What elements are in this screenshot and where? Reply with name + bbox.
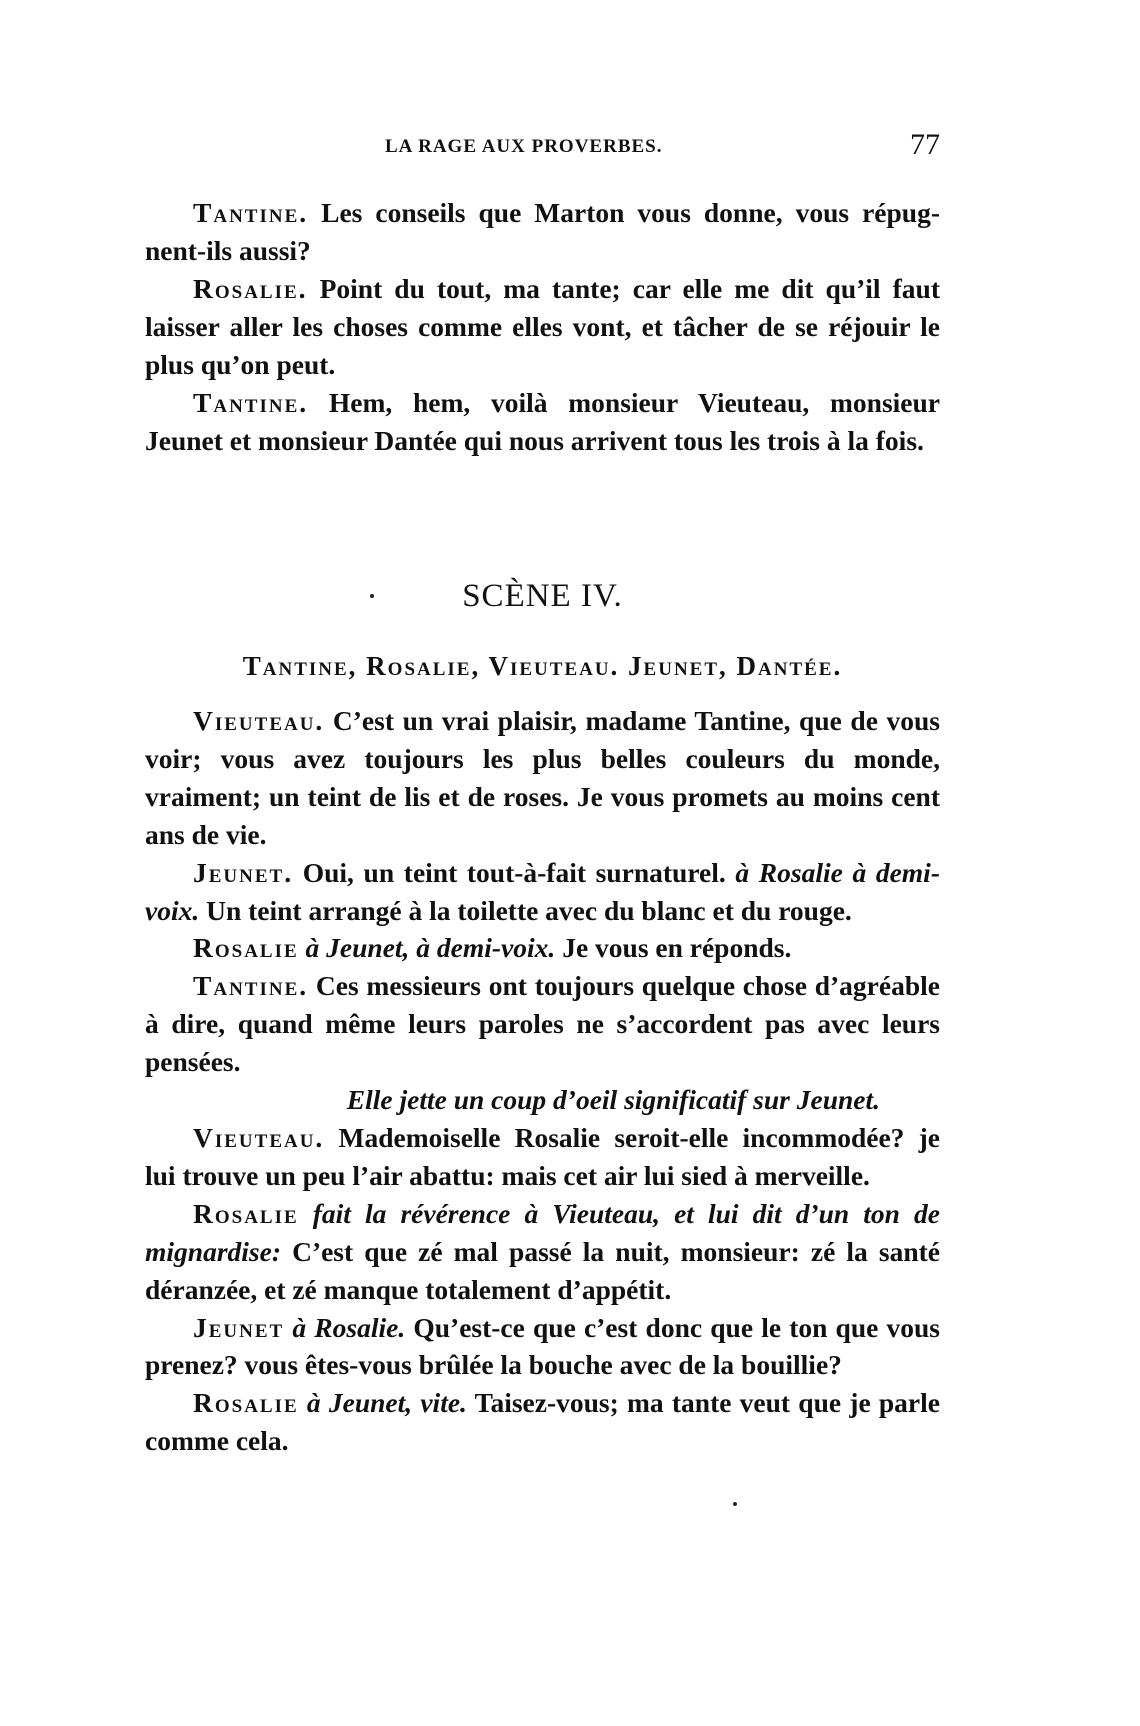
dialogue-text: Les conseils que Marton vous donne, vous répug-nent-ils aussi? [145,197,940,266]
dialogue-text: Qu’est-ce que c’est donc que le ton que vous prenez? vous êtes-vous brûlée la bouche avec de la bouillie? [145,1311,940,1381]
dialogue-paragraph [145,1384,940,1460]
speaker-name: Jeunet. [193,856,294,888]
dialogue-paragraph [145,270,940,384]
dialogue-paragraph [145,1119,940,1195]
dialogue-section-2 [145,702,940,1460]
speaker-name: Tantine. [193,197,309,228]
scene-cast-list: Tantine, Rosalie, Vieuteau. Jeunet, Dantée. [242,651,843,681]
running-title: LA RAGE AUX PROVERBES. [385,136,663,157]
speaker-name: Rosalie [193,1197,299,1229]
speaker-name: Rosalie. [193,273,308,304]
stage-direction-inline: à Rosalie à demi-voix. [145,856,940,926]
dialogue-text: C’est que zé mal passé la nuit, monsieur: zé la santé déranzée, et zé manque totalement d’appétit. [145,1235,940,1305]
dialogue-text: Point du tout, ma tante; car elle me dit qu’il faut laisser aller les choses comme elles vont, et tâcher de se réjouir le plus qu’on peut. [145,273,940,380]
dialogue-text: Ces messieurs ont toujours quelque chose d’agréable à dire, quand même leurs paroles ne s’accordent pas avec leurs pensées. [145,970,940,1078]
dialogue-paragraph [145,929,940,967]
stage-direction-inline: fait la révérence à Vieuteau, et lui dit d’un ton de mignardise: [145,1197,940,1267]
dialogue-paragraph [145,1195,940,1309]
dialogue-text: Je vous en réponds. [555,932,792,964]
dialogue-paragraph [145,1309,940,1385]
speaker-name: Jeunet [193,1311,285,1343]
print-speck [733,1502,737,1506]
speaker-name: Tantine. [193,970,309,1002]
dialogue-text: Un teint arrangé à la toilette avec du blanc et du rouge. [199,894,852,926]
dialogue-text: Taisez-vous; ma tante veut que je parle comme cela. [145,1387,940,1457]
speaker-name: Rosalie [193,1387,299,1419]
stage-direction-inline: à Jeunet, vite. [298,1387,467,1419]
dialogue-text: Hem, hem, voilà monsieur Vieuteau, monsieur Jeunet et monsieur Dantée qui nous arrivent tous les trois à la fois. [145,387,940,456]
speaker-name: Vieuteau. [193,1121,325,1153]
dialogue-paragraph [145,967,940,1081]
scene-heading [145,576,940,684]
dialogue-paragraph [145,854,940,930]
speaker-name: Vieuteau. [193,705,325,736]
dialogue-text: Mademoiselle Rosalie seroit-elle incommodée? je lui trouve un peu l’air abattu: mais cet air lui sied à merveille. [145,1121,940,1191]
dialogue-text: C’est un vrai plaisir, madame Tantine, que de vous voir; vous avez toujours les plus belles couleurs du monde, vraiment; un teint de lis et de roses. Je vous promets au moins cent ans de vie. [145,705,940,850]
page-number: 77 [910,128,940,161]
dialogue-text: Oui, un teint tout-à-fait surnaturel. [293,856,736,888]
speaker-name: Rosalie [193,932,299,964]
scene-title: SCÈNE IV. [462,578,623,614]
speaker-name: Tantine. [193,387,309,418]
stage-direction-inline: à Rosalie. [284,1311,406,1343]
dialogue-paragraph [145,702,940,854]
dialogue-paragraph [145,384,940,460]
print-speck [370,594,374,598]
stage-direction-inline: à Jeunet, à demi-voix. [298,932,556,964]
stage-direction: Elle jette un coup d’oeil significatif sur Jeunet. [346,1084,880,1116]
dialogue-paragraph [145,194,940,270]
dialogue-section-1 [145,194,940,460]
page-header [145,128,940,168]
